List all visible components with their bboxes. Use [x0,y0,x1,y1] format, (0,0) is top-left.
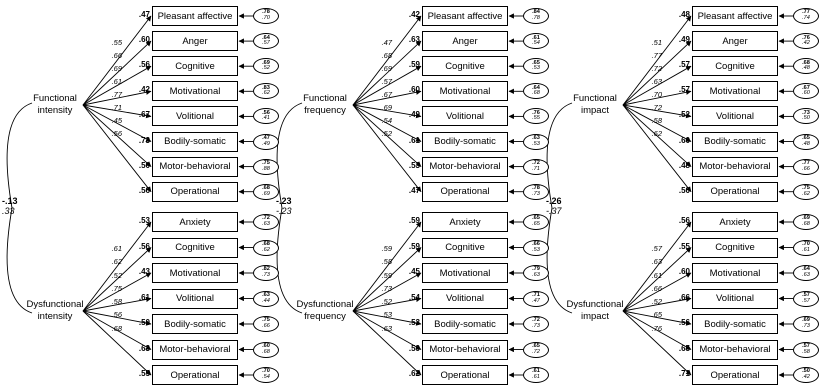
error-value-alt: .88 [262,165,270,172]
error-term [523,8,549,24]
loading-value-alt: .58 [381,257,392,267]
loading-value: .52 [678,110,690,120]
correlation-value-alt: -.37 [546,206,562,216]
error-term [793,8,819,24]
factor-label-line: Dysfunctional [26,299,84,310]
factor-label-bottom [23,299,87,323]
factor-correlation [546,196,562,216]
loading-value: .63 [408,35,420,45]
loading-value: .47 [408,185,420,195]
error-value-alt: .42 [802,374,810,380]
error-value-alt: .70 [262,15,270,21]
error-value: .70 [802,240,810,247]
indicator-box: Cognitive [422,238,508,258]
loading-value: .61 [138,292,150,302]
error-value-alt: .63 [802,272,810,278]
factor-label-line: intensity [37,105,73,116]
loading-value: .73 [138,135,150,145]
loading-value: .59 [408,216,420,225]
factor-label-top [293,93,357,117]
indicator-box: Anxiety [152,212,238,232]
error-term [253,367,279,383]
indicator-box: Anxiety [422,212,508,232]
indicator-box: Bodily-somatic [692,132,778,152]
factor-label-line: impact [581,105,609,116]
loading-value-alt: .61 [111,244,122,253]
indicator-box: Motor-behavioral [152,340,238,360]
loading-value: .57 [678,60,690,70]
loading-value: .53 [408,318,420,327]
error-value: .65 [532,342,540,349]
indicator-box: Motivational [692,263,778,283]
error-term [793,33,819,49]
correlation-value-alt: -.23 [276,206,292,216]
indicator-box: Anger [692,31,778,51]
loading-value: .42 [138,85,150,95]
loading-value: .66 [678,292,690,302]
factor-label-line: Functional [33,93,77,104]
loading-value: .54 [408,292,420,302]
error-value: .84 [532,9,540,16]
indicator-box: Motivational [692,81,778,101]
error-value-alt: .55 [532,115,540,122]
loading-value: .60 [678,135,690,145]
loading-value: .59 [408,343,420,353]
error-value: .64 [532,84,540,91]
correlation-value-alt: .33 [2,206,15,216]
indicator-box: Pleasant affective [692,6,778,26]
error-value: .50 [802,368,810,375]
error-value-alt: .49 [262,140,270,147]
error-value-alt: .65 [532,221,540,227]
indicator-box: Motor-behavioral [692,157,778,177]
loading-value: .56 [138,241,150,251]
loading-value: .56 [138,185,150,195]
error-term [793,342,819,358]
error-value-alt: .54 [262,374,270,380]
error-term [523,159,549,175]
factor-label-line: frequency [304,311,346,322]
factor-label-line: impact [581,311,609,322]
error-value-alt: .47 [532,297,540,304]
error-term [253,33,279,49]
loading-value-alt: .72 [651,64,662,74]
loading-value-alt: .63 [651,257,662,267]
loading-value-alt: .56 [111,129,122,139]
error-value: .69 [802,317,810,324]
error-value-alt: .62 [262,90,270,97]
factor-correlation [276,196,292,216]
indicator-box: Bodily-somatic [692,314,778,334]
error-value-alt: .71 [532,165,540,172]
loading-value-alt: .62 [111,257,122,267]
loading-value-alt: .47 [381,38,392,47]
factor-label-bottom [293,299,357,323]
loading-value-alt: .65 [651,310,662,320]
error-value: .72 [532,317,540,324]
error-value: .76 [802,34,810,41]
loading-value: .59 [408,60,420,70]
factor-correlation [2,196,18,216]
indicator-box: Motivational [422,263,508,283]
error-value-alt: .73 [532,190,540,197]
indicator-box: Anger [422,31,508,51]
loading-value: .53 [408,160,420,170]
factor-label-line: Functional [573,93,617,104]
indicator-box: Operational [692,182,778,202]
loading-value: .67 [138,110,150,120]
error-term [793,291,819,307]
loading-value: .59 [408,241,420,251]
indicator-box: Volitional [692,106,778,126]
loading-value-alt: .57 [381,77,392,87]
indicator-box: Motor-behavioral [692,340,778,360]
error-value-alt: .68 [262,348,270,355]
loading-value-alt: .52 [381,129,392,139]
loading-value: .71 [678,369,690,378]
loading-value: .50 [138,318,150,327]
error-term [253,342,279,358]
error-value-alt: .68 [532,90,540,97]
indicator-box: Bodily-somatic [152,314,238,334]
loading-value: .50 [138,160,150,170]
factor-label-line: Dysfunctional [566,299,624,310]
factor-label-top [563,93,627,117]
error-value: .75 [262,160,270,166]
error-value: .70 [262,368,270,375]
error-value: .57 [802,342,810,349]
error-value: .78 [262,9,270,16]
indicator-box: Bodily-somatic [422,132,508,152]
correlation-value: -.26 [546,196,562,206]
error-value: .47 [262,134,270,141]
error-term [253,291,279,307]
indicator-box: Motivational [152,81,238,101]
loading-value-alt: .52 [651,297,662,307]
error-value-alt: .66 [802,165,810,172]
loading-value-alt: .69 [111,64,122,74]
indicator-box: Anger [152,31,238,51]
error-value-alt: .63 [532,272,540,278]
indicator-box: Cognitive [152,238,238,258]
error-term [793,316,819,332]
error-value-alt: .74 [802,15,810,21]
error-value: .60 [262,342,270,349]
loading-value: .48 [678,10,690,19]
loading-value-alt: .69 [381,64,392,74]
error-value: .63 [532,134,540,141]
error-value-alt: .58 [802,348,810,355]
error-value: .72 [532,160,540,166]
error-term [253,134,279,150]
error-value: .65 [532,59,540,66]
indicator-box: Operational [152,365,238,385]
loading-value: .55 [678,241,690,251]
loading-value: .43 [138,267,150,276]
error-value: .68 [262,240,270,247]
loading-value: .45 [408,267,420,276]
indicator-box: Volitional [152,289,238,309]
error-value-alt: .53 [532,65,540,72]
loading-value: .57 [678,85,690,95]
error-term [793,184,819,200]
error-value-alt: .50 [802,115,810,122]
indicator-box: Operational [692,365,778,385]
indicator-box: Motor-behavioral [152,157,238,177]
loading-value: .42 [408,10,420,19]
error-value: .66 [532,240,540,247]
error-term [793,134,819,150]
error-value-alt: .52 [262,65,270,72]
loading-value: .60 [408,85,420,95]
indicator-box: Motivational [152,263,238,283]
error-value-alt: .44 [262,297,270,304]
error-term [253,214,279,230]
indicator-box: Cognitive [152,56,238,76]
error-value: .56 [262,109,270,116]
error-value-alt: .48 [802,140,810,147]
error-value: .75 [262,317,270,324]
error-term [253,316,279,332]
indicator-box: Volitional [692,289,778,309]
error-value-alt: .62 [802,190,810,197]
error-value: .83 [262,84,270,91]
indicator-box: Bodily-somatic [152,132,238,152]
error-term [523,33,549,49]
correlation-value: -.23 [276,196,292,206]
loading-value-alt: .62 [651,129,662,139]
loading-value-alt: .68 [111,323,122,333]
loading-value-alt: .66 [651,283,662,293]
error-term [523,214,549,230]
loading-value: .63 [138,343,150,353]
error-value-alt: .57 [262,40,270,47]
error-term [793,108,819,124]
error-value-alt: .69 [262,190,270,197]
indicator-box: Motor-behavioral [422,157,508,177]
loading-value-alt: .51 [651,38,662,47]
loading-value-alt: .52 [111,270,122,280]
loading-value-alt: .75 [111,283,122,293]
loading-value: .61 [408,135,420,145]
error-value: .77 [802,160,810,166]
error-value: .77 [802,9,810,16]
loading-value-alt: .71 [111,103,122,113]
loading-value-alt: .76 [651,323,662,333]
indicator-box: Motor-behavioral [422,340,508,360]
error-value: .69 [262,59,270,66]
error-term [793,240,819,256]
error-term [523,265,549,281]
loading-value: .47 [138,10,150,19]
factor-label-bottom [563,299,627,323]
error-value: .65 [802,134,810,141]
error-value: .64 [802,266,810,273]
error-term [793,367,819,383]
loading-value-alt: .56 [111,310,122,320]
loading-value: .56 [678,318,690,327]
loading-value-alt: .53 [381,310,392,320]
error-value-alt: .78 [532,15,540,21]
indicator-box: Volitional [422,106,508,126]
error-value-alt: .62 [262,246,270,253]
loading-value-alt: .70 [651,90,662,100]
loading-value-alt: .61 [111,77,122,87]
indicator-box: Operational [422,182,508,202]
error-term [523,291,549,307]
loading-value: .53 [138,216,150,225]
loading-value-alt: .68 [381,51,392,61]
factor-label-line: frequency [304,105,346,116]
loading-value: .62 [408,369,420,378]
factor-label-line: intensity [37,311,73,322]
error-value: .72 [262,215,270,222]
error-term [523,316,549,332]
error-value-alt: .66 [262,323,270,329]
loading-value-alt: .77 [111,90,122,100]
error-term [523,240,549,256]
loading-value: .56 [138,60,150,70]
error-value-alt: .53 [532,140,540,147]
loading-value-alt: .73 [381,283,392,293]
error-term [523,134,549,150]
error-term [793,159,819,175]
error-value-alt: .42 [802,40,810,47]
error-term [253,265,279,281]
error-value: .65 [532,215,540,222]
error-value-alt: .68 [802,221,810,227]
error-value: .78 [532,185,540,192]
loading-value: .56 [678,216,690,225]
error-term [793,83,819,99]
loading-value-alt: .72 [651,103,662,113]
error-term [793,265,819,281]
indicator-box: Cognitive [692,238,778,258]
loading-value-alt: .61 [651,270,662,280]
error-value: .73 [802,109,810,116]
factor-label-line: Functional [303,93,347,104]
error-value: .67 [802,84,810,91]
error-value: .63 [262,291,270,298]
error-value: .75 [802,185,810,192]
factor-label-top [23,93,87,117]
error-value-alt: .61 [802,246,810,253]
error-term [523,342,549,358]
indicator-box: Operational [422,365,508,385]
indicator-box: Pleasant affective [152,6,238,26]
loading-value-alt: .59 [381,270,392,280]
loading-value-alt: .55 [111,38,122,47]
loading-value: .60 [138,35,150,45]
loading-value-alt: .54 [381,116,392,126]
error-value: .71 [532,291,540,298]
error-term [523,367,549,383]
indicator-box: Volitional [422,289,508,309]
loading-value-alt: .45 [111,116,122,126]
loading-value-alt: .58 [111,297,122,307]
loading-value: .55 [138,369,150,378]
error-value: .69 [802,215,810,222]
loading-value-alt: .58 [651,116,662,126]
loading-value: .65 [678,343,690,353]
indicator-box: Bodily-somatic [422,314,508,334]
error-value: .64 [262,34,270,41]
indicator-box: Anxiety [692,212,778,232]
loading-value-alt: .52 [381,297,392,307]
loading-value: .49 [678,35,690,45]
error-value: .82 [262,266,270,273]
loading-value: .49 [408,110,420,120]
indicator-box: Volitional [152,106,238,126]
error-value-alt: .53 [532,246,540,253]
error-value-alt: .73 [262,272,270,278]
loading-value-alt: .63 [381,323,392,333]
error-value-alt: .60 [802,90,810,97]
loading-value: .50 [678,185,690,195]
error-value: .76 [532,109,540,116]
error-value-alt: .72 [532,348,540,355]
loading-value: .48 [678,160,690,170]
loading-value-alt: .66 [111,51,122,61]
loading-value-alt: .63 [651,77,662,87]
error-value-alt: .63 [262,221,270,227]
error-value-alt: .73 [532,323,540,329]
loading-value-alt: .57 [651,244,662,253]
error-term [253,240,279,256]
error-value: .79 [532,266,540,273]
error-value: .61 [532,368,540,375]
loading-value-alt: .69 [381,103,392,113]
error-term [253,8,279,24]
error-value-alt: .48 [802,65,810,72]
loading-value-alt: .59 [381,244,392,253]
loading-value-alt: .77 [651,51,662,61]
error-value: .68 [802,59,810,66]
error-value: .61 [532,34,540,41]
error-value-alt: .57 [802,297,810,304]
error-value-alt: .73 [802,323,810,329]
loading-value: .60 [678,267,690,276]
indicator-box: Cognitive [422,56,508,76]
indicator-box: Cognitive [692,56,778,76]
error-value: .57 [802,291,810,298]
indicator-box: Pleasant affective [422,6,508,26]
factor-label-line: Dysfunctional [296,299,354,310]
error-term [793,214,819,230]
error-term [793,58,819,74]
indicator-box: Operational [152,182,238,202]
loading-value-alt: .67 [381,90,392,100]
indicator-box: Motivational [422,81,508,101]
error-value: .68 [262,185,270,192]
error-value-alt: .61 [532,374,540,380]
correlation-value: -.13 [2,196,18,206]
error-value-alt: .41 [262,115,270,122]
error-term [253,159,279,175]
error-value-alt: .54 [532,40,540,47]
